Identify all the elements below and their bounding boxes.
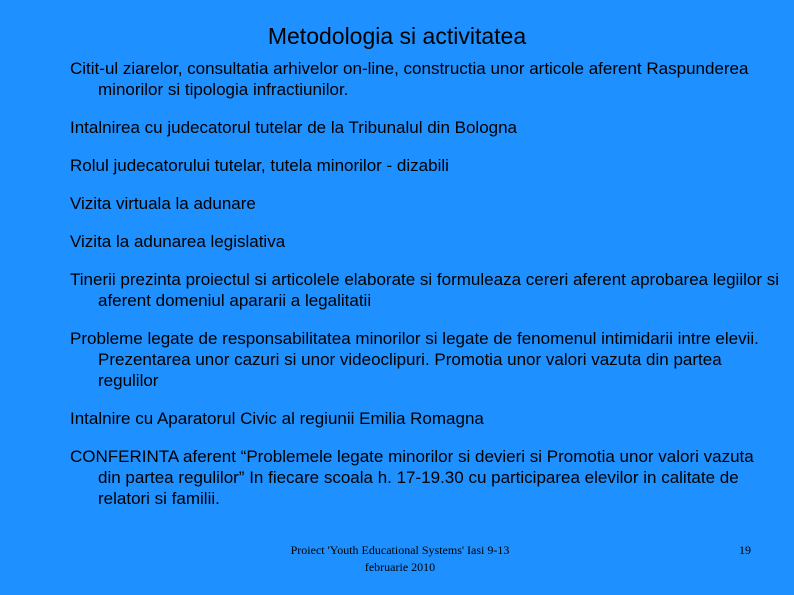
list-item-judge-role: Rolul judecatorului tutelar, tutela minorilor - dizabili xyxy=(70,156,449,175)
list-item-legislative-visit: Vizita la adunarea legislativa xyxy=(70,232,286,251)
list-item-conference: CONFERINTA aferent “Problemele legate minorilor si devieri si Promotia unor valori vazuta din partea regulilor” In fiecare scoala h. 17-19.30 cu participarea elevilor in calitate de relatori si familii. xyxy=(70,447,754,508)
list-item-civic-defender: Intalnire cu Aparatorul Civic al regiunii Emilia Romagna xyxy=(70,409,484,428)
footer-project-text: Proiect 'Youth Educational Systems' Iasi 9-13 februarie 2010 xyxy=(290,543,510,574)
list-item-project-presentation: Tinerii prezinta proiectul si articolele elaborate si formuleaza cereri aferent aprobarea legiilor si aferent domeniul apararii a legalitatii xyxy=(70,270,779,310)
list-item-reading-newspapers: Citit-ul ziarelor, consultatia arhivelor on-line, constructia unor articole aferent Raspunderea minorilor si tipologia infractiunilor. xyxy=(70,59,749,99)
list-item-meeting-judge: Intalnirea cu judecatorul tutelar de la Tribunalul din Bologna xyxy=(70,118,518,137)
list-item-responsibility-problems: Probleme legate de responsabilitatea minorilor si legate de fenomenul intimidarii intre elevii. Prezentarea unor cazuri si unor videoclipuri. Promotia unor valori vazuta din partea regulilor xyxy=(70,329,759,390)
page-number: 19 xyxy=(739,543,751,557)
content-list xyxy=(70,58,780,509)
list-item-virtual-visit: Vizita virtuala la adunare xyxy=(70,194,256,213)
slide-title: Metodologia si activitatea xyxy=(267,23,527,49)
